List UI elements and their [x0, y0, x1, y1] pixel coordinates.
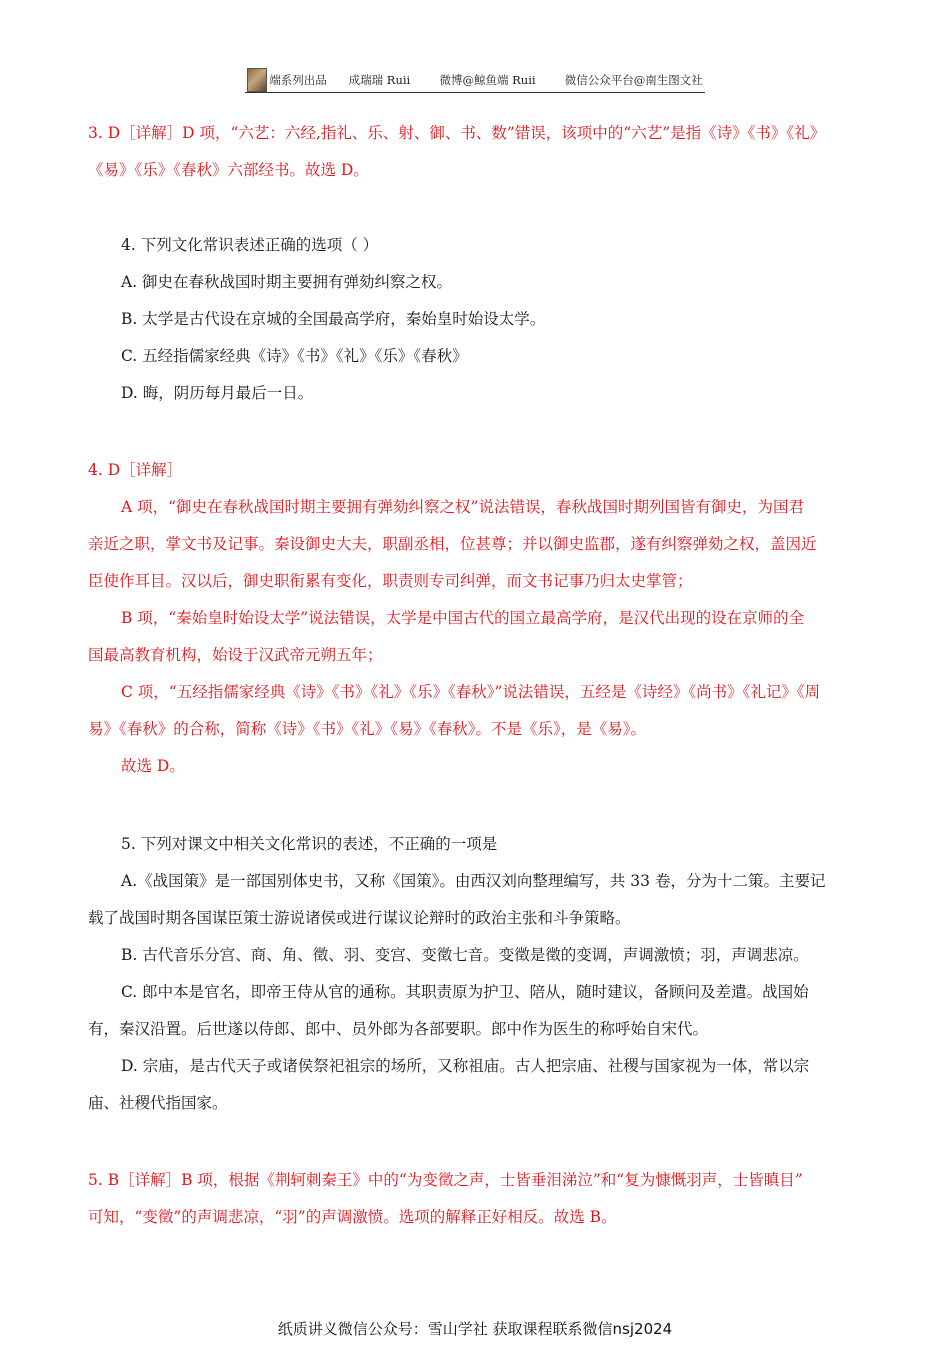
- question-5-option-d: D. 宗庙，是古代天子或诸侯祭祀祖宗的场所，又称祖庙。古人把宗庙、社稷与国家视为一体，常以宗: [121, 1057, 810, 1075]
- answer-4-line: A 项，“御史在春秋战国时期主要拥有弹劾纠察之权”说法错误，春秋战国时期列国皆有御史，为国君: [121, 498, 804, 516]
- answer-5-line: 可知，“变徵”的声调悲凉，“羽”的声调激愤。选项的解释正好相反。故选 B。: [88, 1208, 617, 1226]
- answer-5: [88, 1162, 868, 1236]
- question-5-stem: 5. 下列对课文中相关文化常识的表述，不正确的一项是: [121, 835, 498, 853]
- answer-4-line: 亲近之职，掌文书及记事。秦设御史大夫，职副丞相，位甚尊；并以御史监郡，遂有纠察弹劾之权，盖因近: [88, 535, 817, 553]
- answer-4-line: 故选 D。: [121, 757, 185, 775]
- answer-3: [88, 115, 868, 189]
- header-author: 成瑞瑞 Ruii: [348, 73, 411, 87]
- question-5-option-c-cont: 有，秦汉沿置。后世遂以侍郎、郎中、员外郎为各部要职。郎中作为医生的称呼始自宋代。: [88, 1020, 709, 1038]
- answer-4-line: B 项，“秦始皇时始设太学”说法错误，太学是中国古代的国立最高学府，是汉代出现的设在京师的全: [121, 609, 805, 627]
- answer-4-line: 易》《春秋》的合称，简称《诗》《书》《礼》《易》《春秋》。不是《乐》，是《易》。: [88, 720, 647, 738]
- header-brand: 端系列出品: [269, 73, 327, 87]
- answer-4-line: 国最高教育机构，始设于汉武帝元朔五年；: [88, 646, 383, 664]
- answer-4-head: 4. D［详解］: [88, 461, 183, 479]
- answer-4: [88, 452, 868, 785]
- header-weibo: 微博@鲸鱼端 Ruii: [439, 73, 536, 87]
- question-5-option-b: B. 古代音乐分宫、商、角、徵、羽、变宫、变徵七音。变徵是徵的变调，声调激愤；羽，声调悲凉。: [121, 946, 809, 964]
- question-5-option-a-cont: 载了战国时期各国谋臣策士游说诸侯或进行谋议论辩时的政治主张和斗争策略。: [88, 909, 631, 927]
- question-5-option-c: C. 郎中本是官名，即帝王侍从官的通称。其职责原为护卫、陪从，随时建议，备顾问及差遣。战国始: [121, 983, 809, 1001]
- question-4-option-d: D. 晦，阴历每月最后一日。: [121, 384, 314, 402]
- header-divider: [245, 92, 705, 93]
- question-4: [121, 227, 871, 412]
- question-4-stem: 4. 下列文化常识表述正确的选项（ ）: [121, 236, 379, 254]
- question-5-option-a: A.《战国策》是一部国别体史书，又称《国策》。由西汉刘向整理编写，共 33 卷，分为十二策。主要记: [121, 872, 826, 890]
- answer-5-line: 5. B［详解］B 项，根据《荆轲刺秦王》中的“为变徵之声，士皆垂泪涕泣”和“复为慷慨羽声，士皆瞋目”: [88, 1171, 803, 1189]
- answer-3-line: 《易》《乐》《春秋》六部经书。故选 D。: [88, 161, 369, 179]
- page-header: [0, 68, 950, 92]
- header-wechat: 微信公众平台@南生图文社: [564, 73, 703, 87]
- question-5-option-d-cont: 庙、社稷代指国家。: [88, 1094, 228, 1112]
- question-5: [88, 826, 868, 1122]
- page-footer: 纸质讲义微信公众号：雪山学社 获取课程联系微信nsj2024: [277, 1320, 673, 1338]
- answer-3-line: 3. D［详解］D 项，“六艺：六经,指礼、乐、射、御、书、数”错误，该项中的“六艺”是指《诗》《书》《礼》: [88, 124, 826, 142]
- question-4-option-a: A. 御史在春秋战国时期主要拥有弹劾纠察之权。: [121, 273, 453, 291]
- brand-logo-icon: [247, 68, 267, 92]
- answer-4-line: C 项，“五经指儒家经典《诗》《书》《礼》《乐》《春秋》”说法错误，五经是《诗经》《尚书》《礼记》《周: [121, 683, 821, 701]
- question-4-option-b: B. 太学是古代设在京城的全国最高学府，秦始皇时始设太学。: [121, 310, 546, 328]
- question-4-option-c: C. 五经指儒家经典《诗》《书》《礼》《乐》《春秋》: [121, 347, 468, 365]
- answer-4-line: 臣使作耳目。汉以后，御史职衔累有变化，职责则专司纠弹，而文书记事乃归太史掌管；: [88, 572, 693, 590]
